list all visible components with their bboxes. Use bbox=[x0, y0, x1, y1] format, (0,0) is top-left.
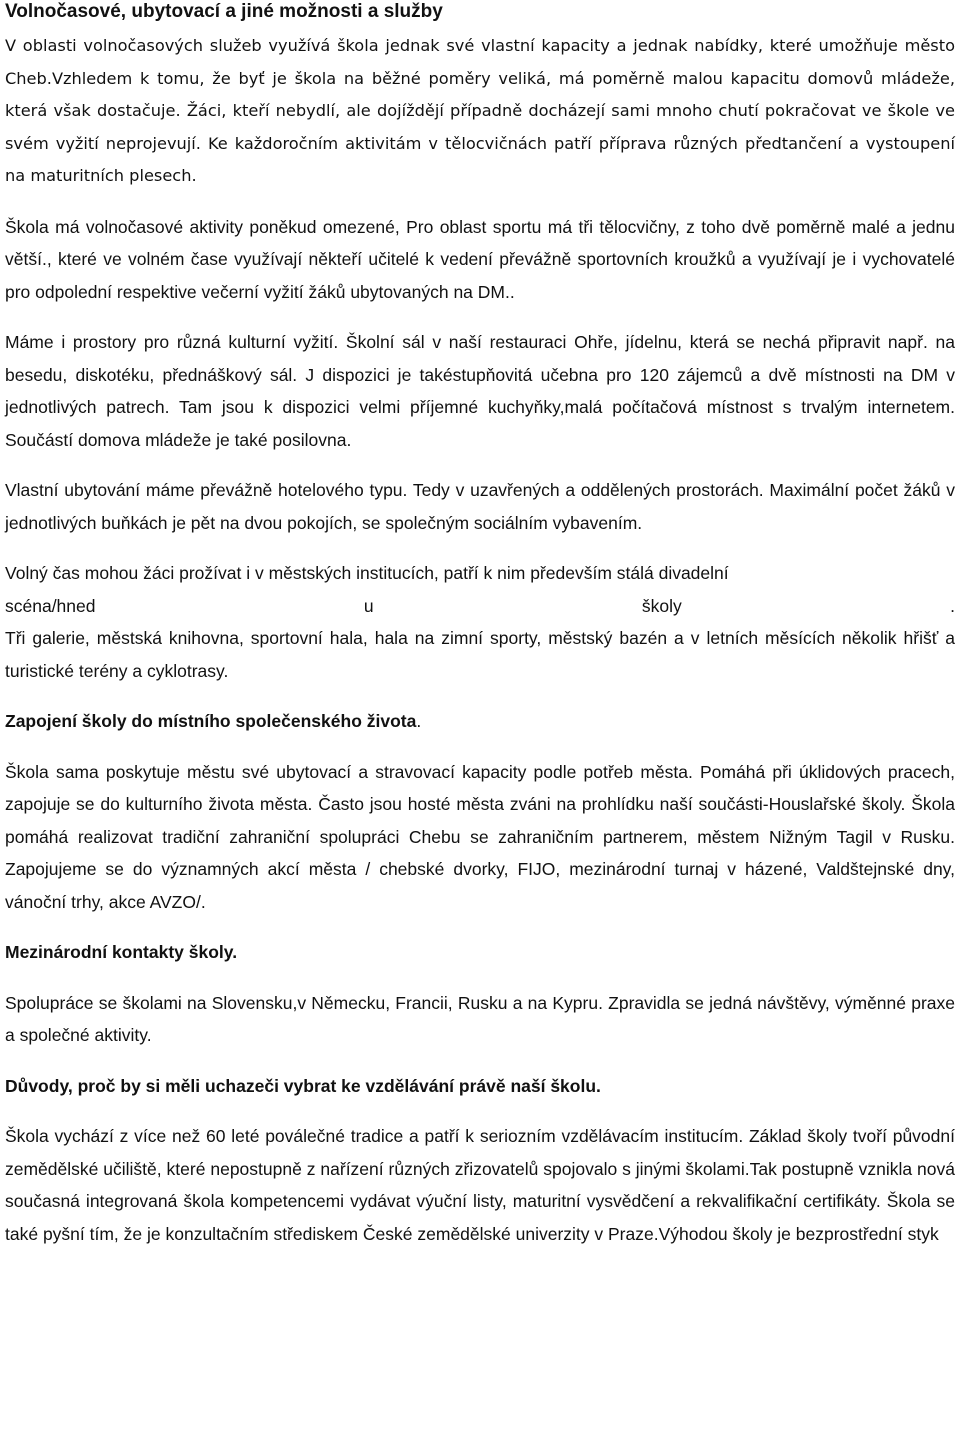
heading-community-involvement-period: . bbox=[416, 711, 422, 731]
paragraph-galleries: Tři galerie, městská knihovna, sportovní hala, hala na zimní sporty, městský bazén a v letních měsících několik hřišť a turistické terény a cyklotrasy. bbox=[5, 628, 955, 681]
heading-community-involvement bbox=[5, 705, 955, 738]
heading-reasons: Důvody, proč by si měli uchazeči vybrat ke vzdělávání právě naší školu. bbox=[5, 1075, 601, 1096]
spread-word-2: u bbox=[363, 595, 374, 616]
spread-word-1: scéna/hned bbox=[5, 595, 96, 616]
heading-international-contacts: Mezinárodní kontakty školy. bbox=[5, 942, 238, 962]
paragraph-culture: Máme i prostory pro různá kulturní vyžití. Školní sál v naší restauraci Ohře, jídelnu, která se nechá připravit např. na besedu, diskotéku, přednáškový sál. J dispozici je takéstupňovitá učebna pro 120 zájemců a dvě místnosti na DM v jednotlivých patrech. Tam jsou k dispozici velmi příjemné kuchyňky,malá počítačová místnost s trvalým internetem. Součástí domova mládeže je také posilovna. bbox=[5, 332, 955, 450]
document-page bbox=[5, 0, 955, 1250]
heading-community-involvement-text: Zapojení školy do místního společenského života bbox=[5, 711, 417, 731]
paragraph-international: Spolupráce se školami na Slovensku,v Německu, Francii, Rusku a na Kypru. Zpravidla se jedná návštěvy, výměnné praxe a společné aktivity. bbox=[5, 992, 955, 1045]
paragraph-gym-activities: Ke každoročním aktivitám v tělocvičnách patří příprava různých předtančení a vystoupení na maturitních plesech. bbox=[5, 133, 955, 185]
paragraph-commuting-students: Žáci, kteří nebydlí, ale dojíždějí případně docházejí sami mnoho chutí pokračovat ve škole ve svém vyžití neprojevují. bbox=[5, 101, 955, 153]
spread-word-3: školy bbox=[641, 595, 682, 616]
paragraph-city-institutions-spread-line bbox=[5, 590, 955, 623]
paragraph-city-institutions: Volný čas mohou žáci prožívat i v městských institucích, patří k nim především stálá divadelní bbox=[5, 563, 729, 583]
paragraph-accommodation: Vlastní ubytování máme převážně hotelového typu. Tedy v uzavřených a oddělených prostorách. Maximální počet žáků v jednotlivých buňkách je pět na dvou pokojích, se společným sociálním vybavením. bbox=[5, 480, 955, 533]
paragraph-leisure-intro bbox=[5, 30, 955, 193]
section-title: Volnočasové, ubytovací a jiné možnosti a služby bbox=[5, 1, 443, 22]
paragraph-community: Škola sama poskytuje městu své ubytovací a stravovací kapacity podle potřeb města. Pomáhá při úklidových pracech, zapojuje se do kulturního života města. Často jsou hosté města zváni na prohlídku naší součásti-Houslařské školy. Škola pomáhá realizovat tradiční zahraniční spolupráci Chebu se zahraničním partnerem, městem Nižným Tagil v Rusku. Zapojujeme se do významných akcí města / chebské dvorky, FIJO, mezinárodní turnaj v házené, Valdštejnské dny, vánoční trhy, akce AVZO/. bbox=[5, 761, 955, 912]
paragraph-reasons: Škola vychází z více než 60 leté poválečné tradice a patří k seriozním vzdělávacím institucím. Základ školy tvoří původní zemědělské učiliště, které nepostupně z nařízení různých zřizovatelů spojovalo s jinými školami.Tak postupně vznikla nová současná integrovaná škola kompetencemi vydávat výuční listy, maturitní vysvědčení a rekvalifikační certifikáty. Škola se také pyšní tím, že je konzultačním střediskem České zemědělské univerzity v Praze.Výhodou školy je bezprostřední styk bbox=[5, 1126, 955, 1244]
paragraph-leisure-intro-text: V oblasti volnočasových služeb využívá škola jednak své vlastní kapacity a jednak nabídky, které umožňuje město Cheb.Vzhledem k tomu, že byť je škola na běžné poměry veliká, má poměrně malou kapacitu domovů mládeže, která však dostačuje. bbox=[5, 36, 955, 120]
paragraph-sports: Škola má volnočasové aktivity poněkud omezené, Pro oblast sportu má tři tělocvičny, z toho dvě poměrně malé a jednu větší., které ve volném čase využívají někteří učitelé k vedení převážně sportovních kroužků a využívají je i vychovatelé pro odpolední respektive večerní vyžití žáků ubytovaných na DM.. bbox=[5, 216, 955, 302]
spread-word-4: . bbox=[950, 595, 955, 616]
